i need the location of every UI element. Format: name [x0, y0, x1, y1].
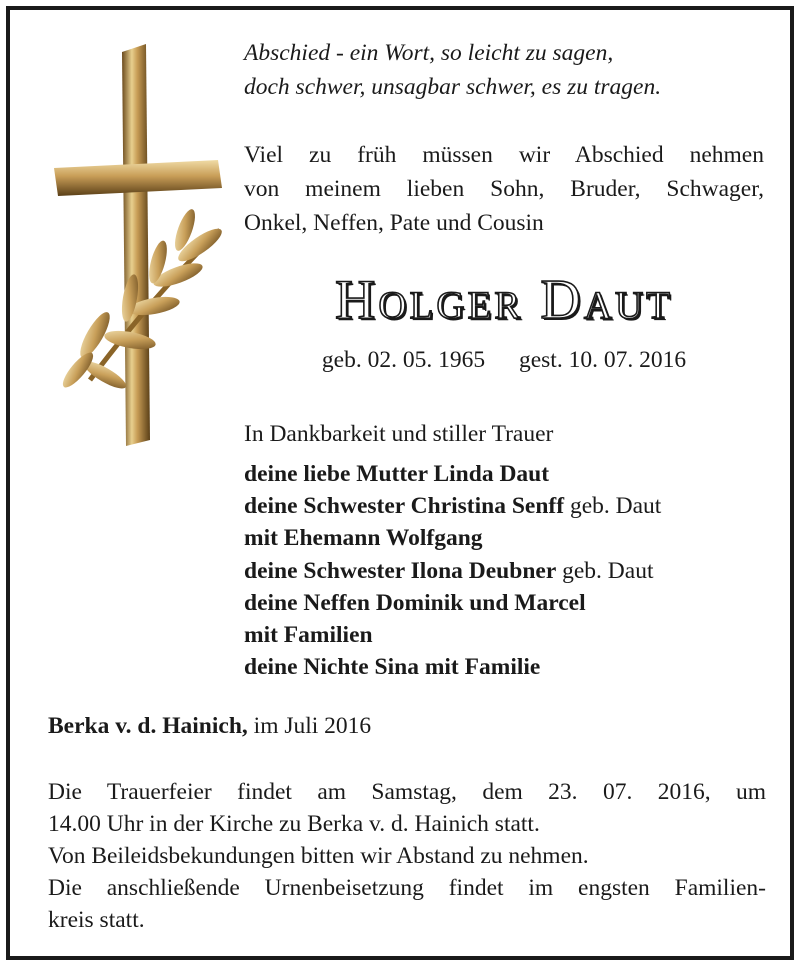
quote-line: Abschied - ein Wort, so leicht zu sagen,	[244, 40, 614, 66]
farewell-quote	[244, 36, 764, 104]
intro-text	[244, 138, 764, 240]
place-name: Berka v. d. Hainich,	[48, 713, 248, 739]
birth-date: geb. 02. 05. 1965	[321, 347, 486, 373]
place-and-date	[48, 710, 768, 742]
mourner-entry: mit Familien	[244, 622, 373, 649]
notice-line: Von Beileidsbekundungen bitten wir Abstand zu nehmen.	[48, 843, 589, 869]
life-dates	[244, 344, 764, 376]
golden-cross-with-olive-branch-icon	[50, 40, 235, 455]
notice-line: kreis statt.	[48, 907, 145, 933]
quote-line: doch schwer, unsagbar schwer, es zu tragen.	[244, 74, 662, 100]
obituary-frame	[6, 6, 794, 960]
mourner-entry: mit Ehemann Wolfgang	[244, 525, 483, 552]
notice-line: Die Trauerfeier findet am Samstag, dem 23. 07. 2016, um	[48, 779, 766, 805]
intro-line: Onkel, Neffen, Pate und Cousin	[244, 210, 544, 236]
mourner-entry: deine Schwester Christina Senff geb. Daut	[244, 493, 662, 520]
intro-line: Viel zu früh müssen wir Abschied nehmen	[244, 142, 764, 168]
mourner-entry: deine Schwester Ilona Deubner geb. Daut	[244, 557, 654, 584]
mourner-entry: deine Neffen Dominik und Marcel	[244, 589, 586, 616]
death-date: gest. 10. 07. 2016	[518, 347, 687, 373]
notice-line: Die anschließende Urnenbeisetzung findet im engsten Familien-	[48, 875, 766, 901]
mourners-list	[244, 458, 774, 683]
deceased-name: Holger Daut	[334, 269, 674, 331]
gratitude-line: In Dankbarkeit und stiller Trauer	[244, 421, 554, 447]
place-date: im Juli 2016	[247, 713, 372, 739]
mourner-entry: deine Nichte Sina mit Familie	[244, 654, 541, 681]
funeral-notice	[48, 776, 766, 936]
notice-line: 14.00 Uhr in der Kirche zu Berka v. d. Hainich statt.	[48, 811, 540, 837]
intro-line: von meinem lieben Sohn, Bruder, Schwager,	[244, 176, 764, 202]
mourner-entry: deine liebe Mutter Linda Daut	[244, 461, 550, 487]
